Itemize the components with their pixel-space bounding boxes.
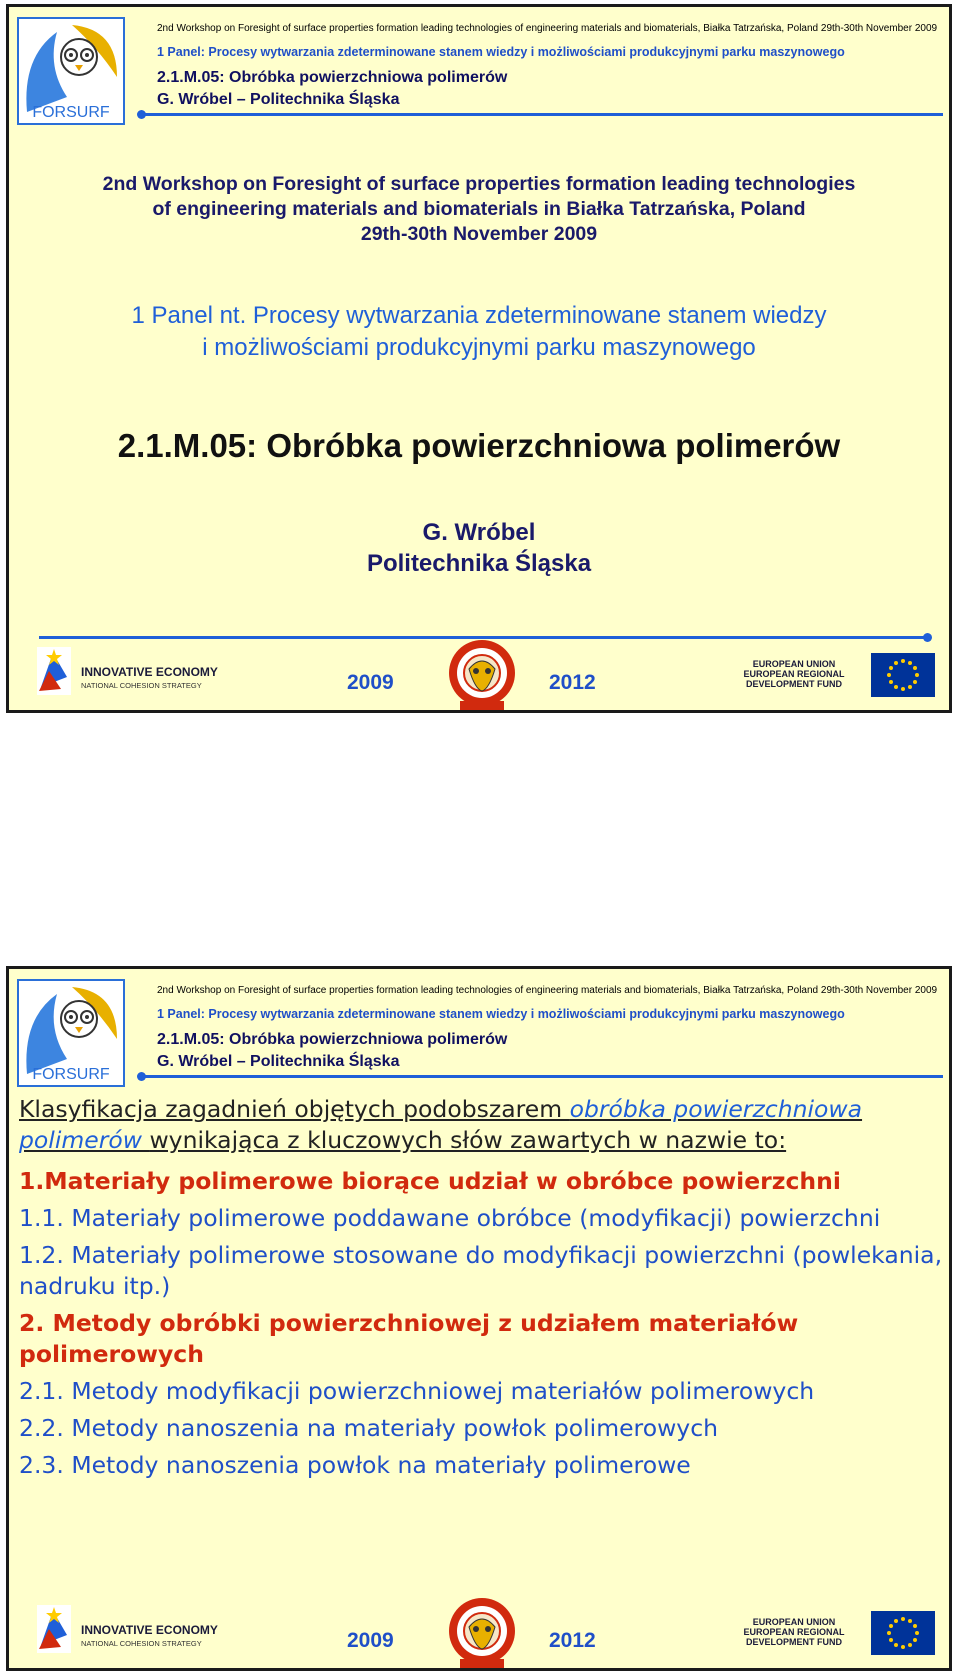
workshop-title: [9, 172, 949, 247]
eu-flag-icon: [871, 1611, 935, 1655]
list-item-1-1: 1.1. Materiały polimerowe poddawane obróbce (modyfikacji) powierzchni: [19, 1204, 881, 1232]
section-heading-2: 2. Metody obróbki powierzchniowej z udziałem materiałów polimerowych: [19, 1309, 799, 1368]
logo-text: FORSURF: [32, 104, 110, 121]
eu-fund-label: [739, 659, 849, 689]
workshop-title-line: 29th-30th November 2009: [360, 223, 598, 245]
header-panel-line: 1 Panel: Procesy wytwarzania zdeterminowane stanem wiedzy i możliwościami produkcyjnymi parku maszynowego: [157, 1007, 845, 1021]
header-author-line: G. Wróbel – Politechnika Śląska: [157, 91, 400, 108]
intro-paragraph: [19, 1094, 945, 1156]
header-workshop-line: 2nd Workshop on Foresight of surface properties formation leading technologies of engineering materials and biomaterials, Białka Tatrzańska, Poland 29th-30th November 2009: [157, 23, 938, 34]
eu-label-line: EUROPEAN UNION: [752, 1617, 836, 1627]
slide-header: [9, 969, 949, 1089]
innovative-economy-title: INNOVATIVE ECONOMY: [81, 665, 218, 679]
topic-link[interactable]: obróbka powierzchniowa polimerów: [19, 1095, 863, 1154]
innovative-economy-logo-icon: [37, 647, 71, 695]
eu-label-line: EUROPEAN UNION: [752, 659, 836, 669]
panel-title-line: i możliwościami produkcyjnymi parku maszynowego: [202, 334, 756, 361]
header-module-line: 2.1.M.05: Obróbka powierzchniowa polimerów: [157, 1031, 508, 1048]
slide-footer: [9, 633, 949, 713]
slide-header: [9, 7, 949, 127]
year-end: 2012: [549, 671, 596, 694]
workshop-title-line: of engineering materials and biomaterials in Białka Tatrzańska, Poland: [152, 198, 806, 220]
classification-slide: [6, 966, 952, 1671]
header-rule: [143, 1075, 943, 1078]
eu-label-line: DEVELOPMENT FUND: [745, 1637, 842, 1647]
list-item-2-1: 2.1. Metody modyfikacji powierzchniowej materiałów polimerowych: [19, 1377, 815, 1405]
intro-text: Klasyfikacja zagadnień objętych podobszarem: [19, 1095, 570, 1123]
year-start: 2009: [347, 671, 394, 694]
header-rule: [143, 113, 943, 116]
year-start: 2009: [347, 1629, 394, 1652]
university-emblem-icon: [445, 1597, 519, 1669]
classification-content: [19, 1094, 945, 1487]
list-item-1-2: 1.2. Materiały polimerowe stosowane do modyfikacji powierzchni (powlekania, nadruku itp.): [19, 1241, 943, 1300]
forsurf-logo-icon: [17, 17, 125, 125]
title-slide: [6, 4, 952, 713]
eu-fund-label: [739, 1617, 849, 1647]
list-item-2-3: 2.3. Metody nanoszenia powłok na materiały polimerowe: [19, 1451, 691, 1479]
header-panel-line: 1 Panel: Procesy wytwarzania zdeterminowane stanem wiedzy i możliwościami produkcyjnymi parku maszynowego: [157, 45, 845, 59]
eu-label-line: EUROPEAN REGIONAL: [743, 669, 845, 679]
university-emblem-icon: [445, 639, 519, 711]
slide-footer: [9, 1591, 949, 1671]
module-title: 2.1.M.05: Obróbka powierzchniowa polimerów: [117, 427, 841, 464]
year-end: 2012: [549, 1629, 596, 1652]
innovative-economy-subtitle: NATIONAL COHESION STRATEGY: [81, 1639, 202, 1648]
logo-text: FORSURF: [32, 1066, 110, 1083]
list-item-2-2: 2.2. Metody nanoszenia na materiały powłok polimerowych: [19, 1414, 719, 1442]
author-block: [9, 517, 949, 579]
workshop-title-line: 2nd Workshop on Foresight of surface properties formation leading technologies: [102, 173, 856, 195]
eu-label-line: DEVELOPMENT FUND: [745, 679, 842, 689]
author-name: G. Wróbel: [422, 519, 536, 546]
header-author-line: G. Wróbel – Politechnika Śląska: [157, 1053, 400, 1070]
panel-title: [9, 300, 949, 364]
section-heading-1: 1.Materiały polimerowe biorące udział w obróbce powierzchni: [19, 1167, 841, 1195]
innovative-economy-title: INNOVATIVE ECONOMY: [81, 1623, 218, 1637]
author-affiliation: Politechnika Śląska: [366, 550, 592, 577]
eu-flag-icon: [871, 653, 935, 697]
header-module-line: 2.1.M.05: Obróbka powierzchniowa polimerów: [157, 69, 508, 86]
innovative-economy-logo-icon: [37, 1605, 71, 1653]
intro-text-end: wynikająca z kluczowych słów zawartych w nazwie to:: [149, 1126, 787, 1154]
panel-title-line: 1 Panel nt. Procesy wytwarzania zdeterminowane stanem wiedzy: [131, 302, 827, 329]
eu-label-line: EUROPEAN REGIONAL: [743, 1627, 845, 1637]
header-workshop-line: 2nd Workshop on Foresight of surface properties formation leading technologies of engineering materials and biomaterials, Białka Tatrzańska, Poland 29th-30th November 2009: [157, 985, 938, 996]
innovative-economy-subtitle: NATIONAL COHESION STRATEGY: [81, 681, 202, 690]
forsurf-logo-icon: [17, 979, 125, 1087]
